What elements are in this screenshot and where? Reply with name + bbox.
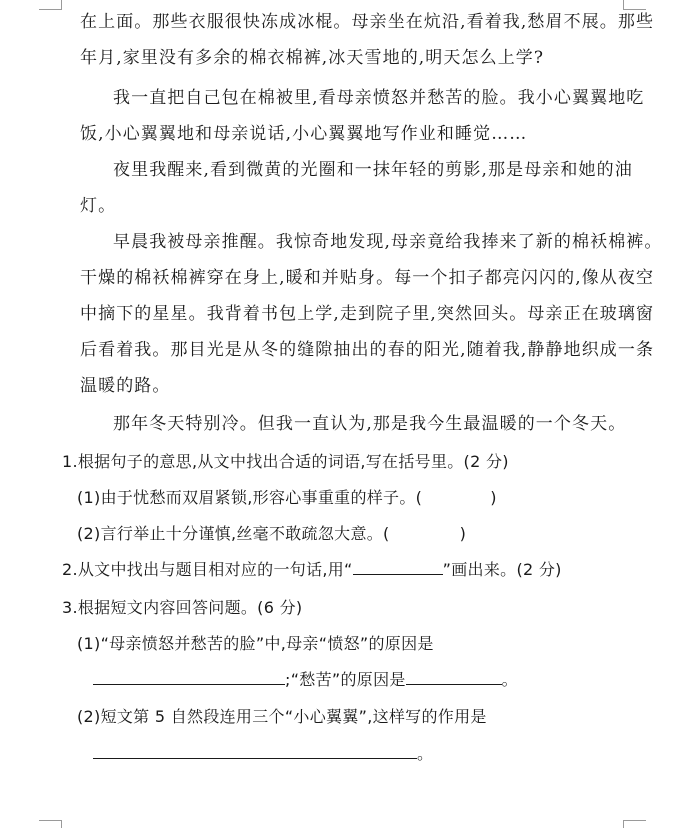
answer-blank-3-1b[interactable] (406, 670, 502, 685)
question-3: 3.根据短文内容回答问题。(6 分) (62, 598, 303, 617)
question-1-1-text: (1)由于忧愁而双眉紧锁,形容心事重重的样子。( (77, 488, 423, 507)
question-3-1-mid: ;“愁苦”的原因是 (285, 670, 406, 689)
question-3-1: (1)“母亲愤怒并愁苦的脸”中,母亲“愤怒”的原因是 (77, 634, 434, 653)
crop-mark-top-right (624, 9, 646, 10)
passage-line: 中摘下的星星。我背着书包上学,走到院子里,突然回头。母亲正在玻璃窗 (80, 304, 655, 324)
question-1-1 (77, 488, 497, 508)
question-2 (62, 560, 562, 580)
question-3-1-answers (93, 670, 518, 690)
question-1-2 (77, 524, 466, 544)
crop-mark-top-left (39, 9, 61, 10)
crop-mark-bottom-left (39, 820, 61, 821)
passage-line: 灯。 (80, 196, 117, 216)
answer-blank-3-1a[interactable] (93, 670, 285, 685)
passage-line: 夜里我醒来,看到微黄的光圈和一抹年轻的剪影,那是母亲和她的油 (113, 160, 633, 180)
passage-line: 饭,小心翼翼地和母亲说话,小心翼翼地写作业和睡觉…… (80, 124, 528, 144)
question-3-2-answers (93, 744, 433, 764)
passage-line: 我一直把自己包在棉被里,看母亲愤怒并愁苦的脸。我小心翼翼地吃 (113, 88, 645, 108)
question-3-1-end: 。 (501, 670, 518, 689)
question-2-text: 2.从文中找出与题目相对应的一句话,用“ (62, 560, 353, 579)
passage-line: 后看着我。那目光是从冬的缝隙抽出的春的阳光,随着我,静静地织成一条 (80, 340, 655, 360)
underline-sample (353, 560, 443, 575)
passage-line: 干燥的棉袄棉裤穿在身上,暖和并贴身。每一个扣子都亮闪闪的,像从夜空 (80, 268, 655, 288)
passage-line: 温暖的路。 (80, 376, 171, 396)
question-3-2-end: 。 (417, 744, 434, 763)
question-1-2-text: (2)言行举止十分谨慎,丝毫不敢疏忽大意。( (77, 524, 390, 543)
passage-line: 年月,家里没有多余的棉衣棉裤,冰天雪地的,明天怎么上学? (80, 48, 545, 68)
crop-mark-bottom-right (623, 820, 624, 828)
crop-mark-bottom-right (624, 820, 646, 821)
passage-line: 在上面。那些衣服很快冻成冰棍。母亲坐在炕沿,看着我,愁眉不展。那些 (80, 12, 655, 32)
question-2-tail: ”画出来。(2 分) (442, 560, 562, 579)
question-3-2: (2)短文第 5 自然段连用三个“小心翼翼”,这样写的作用是 (77, 707, 487, 726)
crop-mark-bottom-left (61, 820, 62, 828)
passage-line: 那年冬天特别冷。但我一直认为,那是我今生最温暖的一个冬天。 (113, 414, 627, 434)
question-1: 1.根据句子的意思,从文中找出合适的词语,写在括号里。(2 分) (62, 452, 509, 471)
question-1-2-close: ) (459, 524, 467, 543)
answer-blank-3-2[interactable] (93, 744, 417, 759)
passage-line: 早晨我被母亲推醒。我惊奇地发现,母亲竟给我捧来了新的棉袄棉裤。 (113, 232, 663, 252)
question-1-1-close: ) (490, 488, 497, 507)
